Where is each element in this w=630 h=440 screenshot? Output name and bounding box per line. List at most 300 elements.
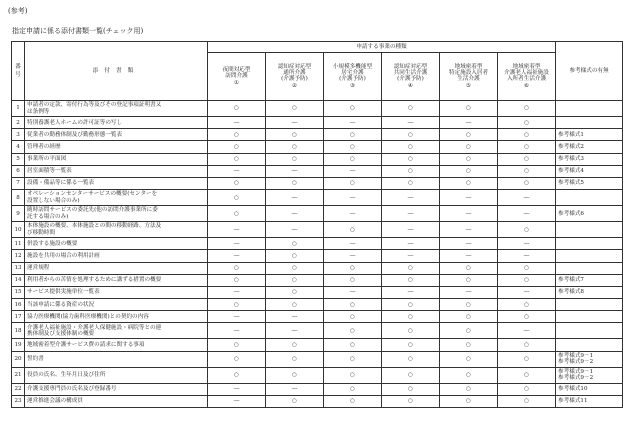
required-mark: ○: [440, 351, 498, 367]
not-applicable-mark: ―: [208, 222, 266, 238]
service-header-line: 小規模多機能型: [332, 63, 373, 70]
service-header-line: 居宅介護: [341, 69, 364, 76]
required-mark: ○: [266, 274, 324, 286]
not-applicable-mark: ―: [324, 190, 382, 206]
row-number: 20: [12, 351, 25, 367]
required-mark: ○: [324, 274, 382, 286]
document-name: [25, 262, 208, 274]
table-row: [12, 190, 623, 206]
not-applicable-mark: ―: [208, 323, 266, 339]
document-name-line: 設置しない場合のみ): [27, 197, 80, 204]
number-header-char: 号: [15, 72, 21, 78]
row-number: 3: [12, 129, 25, 141]
document-name: [25, 383, 208, 395]
document-name-line: 居室面積等一覧表: [27, 168, 72, 175]
service-header-2: [266, 53, 324, 101]
required-mark: ○: [498, 153, 556, 165]
table-body: [12, 101, 623, 408]
not-applicable-mark: ―: [324, 286, 382, 298]
table-row: [12, 238, 623, 250]
service-header-6: [498, 53, 556, 101]
required-mark: ○: [440, 299, 498, 311]
row-number: 19: [12, 339, 25, 351]
required-mark: ○: [382, 129, 440, 141]
service-header-line: 入所者生活介護: [506, 76, 547, 82]
required-mark: ○: [440, 383, 498, 395]
document-name: [25, 351, 208, 367]
not-applicable-mark: ―: [382, 190, 440, 206]
reference-form: 参考様式2: [556, 141, 623, 153]
service-group-header: 申請する事業の種類: [208, 42, 556, 53]
not-applicable-mark: ―: [498, 190, 556, 206]
column-header-number: [12, 42, 25, 101]
reference-form: [556, 222, 623, 238]
service-header-line: (介護予防): [397, 76, 424, 82]
required-mark: ○: [498, 141, 556, 153]
reference-form-line: 参考様式9－1: [558, 368, 594, 375]
document-name-line: 随時訪問サービスの委託先(他の訪問介護事業所に委: [27, 207, 158, 214]
required-mark: ○: [266, 141, 324, 153]
service-header-line: (介護予防): [339, 76, 366, 82]
required-mark: ○: [440, 339, 498, 351]
not-applicable-mark: ―: [266, 165, 324, 177]
not-applicable-mark: ―: [324, 238, 382, 250]
not-applicable-mark: ―: [324, 165, 382, 177]
required-mark: ○: [208, 339, 266, 351]
required-mark: ○: [440, 395, 498, 407]
not-applicable-mark: ―: [208, 238, 266, 250]
reference-form: [556, 311, 623, 323]
required-mark: ○: [498, 165, 556, 177]
document-name-line: 介護支援専門員の氏名及び登録番号: [27, 386, 117, 393]
required-mark: ○: [266, 177, 324, 189]
reference-form-line: 参考様式9－2: [558, 359, 594, 366]
not-applicable-mark: ―: [498, 206, 556, 222]
required-mark: ○: [382, 323, 440, 339]
required-mark: ○: [324, 141, 382, 153]
document-name-line: オペレーションセンターサービスの概要(センターを: [27, 191, 158, 198]
required-mark: ○: [440, 311, 498, 323]
required-mark: ○: [498, 262, 556, 274]
table-row: [12, 351, 623, 367]
required-mark: ○: [498, 311, 556, 323]
document-name-line: 当該申請に係る資産の状況: [27, 301, 95, 308]
document-name-line: 設備・備品等に係る一覧表: [27, 180, 95, 187]
document-name-line: 協力医療機関(協力歯科医療機関)との契約の内容: [27, 313, 149, 320]
required-mark: ○: [324, 339, 382, 351]
not-applicable-mark: ―: [208, 383, 266, 395]
row-number: 12: [12, 250, 25, 262]
required-mark: ○: [324, 101, 382, 117]
not-applicable-mark: ―: [498, 286, 556, 298]
required-mark: ○: [324, 177, 382, 189]
service-number: ④: [407, 83, 413, 90]
required-mark: ○: [324, 351, 382, 367]
reference-form: [556, 101, 623, 117]
row-number: 1: [12, 101, 25, 117]
document-name-line: 地域密着型介護サービス費の請求に関する事項: [27, 341, 145, 348]
document-name: [25, 339, 208, 351]
required-mark: ○: [498, 351, 556, 367]
not-applicable-mark: ―: [382, 250, 440, 262]
table-row: [12, 383, 623, 395]
service-header-line: 地域密着型: [512, 63, 541, 70]
reference-form: 参考様式11: [556, 395, 623, 407]
required-mark: ○: [440, 141, 498, 153]
document-name-line: 申請者の定款、寄付行為等及びその登記事項証明書又: [27, 102, 162, 109]
page-subtitle: 指定申請に係る添付書類一覧(チェック用): [12, 27, 144, 35]
required-mark: ○: [382, 383, 440, 395]
table-row: [12, 153, 623, 165]
table-row: [12, 222, 623, 238]
required-mark: ○: [208, 299, 266, 311]
table-row: [12, 129, 623, 141]
required-mark: ○: [266, 250, 324, 262]
service-header-line: (介護予防): [281, 76, 308, 82]
table-row: [12, 323, 623, 339]
table-row: [12, 117, 623, 129]
reference-form: [556, 250, 623, 262]
required-mark: ○: [382, 339, 440, 351]
required-mark: ○: [440, 153, 498, 165]
document-name-line: 運営規程: [27, 265, 50, 272]
required-mark: ○: [498, 129, 556, 141]
document-name: [25, 367, 208, 383]
row-number: 23: [12, 395, 25, 407]
reference-form-line: 参考様式9－2: [558, 375, 594, 382]
document-name: [25, 274, 208, 286]
required-mark: ○: [498, 395, 556, 407]
required-mark: ○: [440, 323, 498, 339]
row-number: 2: [12, 117, 25, 129]
required-mark: ○: [208, 206, 266, 222]
service-header-line: 特定施設入居者: [448, 69, 489, 76]
not-applicable-mark: ―: [208, 165, 266, 177]
required-mark: ○: [266, 238, 324, 250]
required-mark: ○: [498, 101, 556, 117]
document-name-line: 役員の氏名、生年月日及び住所: [27, 372, 106, 379]
required-mark: ○: [498, 367, 556, 383]
required-mark: ○: [440, 367, 498, 383]
not-applicable-mark: ―: [440, 286, 498, 298]
required-mark: ○: [440, 165, 498, 177]
document-name: [25, 206, 208, 222]
required-mark: ○: [440, 101, 498, 117]
required-mark: ○: [266, 351, 324, 367]
row-number: 6: [12, 165, 25, 177]
required-mark: ○: [382, 299, 440, 311]
not-applicable-mark: ―: [208, 311, 266, 323]
required-mark: ○: [266, 395, 324, 407]
required-mark: ○: [382, 395, 440, 407]
not-applicable-mark: ―: [382, 117, 440, 129]
table-row: [12, 177, 623, 189]
table-row: [12, 367, 623, 383]
reference-form: [556, 262, 623, 274]
document-name-line: 誓約書: [27, 356, 44, 363]
required-mark: ○: [208, 101, 266, 117]
row-number: 9: [12, 206, 25, 222]
required-mark: ○: [382, 165, 440, 177]
column-header-reference: 参考様式の有無: [556, 42, 623, 101]
document-name-line: 従業者の勤務体制及び勤務形態一覧表: [27, 131, 123, 138]
document-name-line: 運営推進会議の構成員: [27, 398, 83, 405]
row-number: 16: [12, 299, 25, 311]
number-header-char: 番: [15, 63, 21, 70]
service-header-1: [208, 53, 266, 101]
required-mark: ○: [382, 153, 440, 165]
row-number: 21: [12, 367, 25, 383]
not-applicable-mark: ―: [208, 286, 266, 298]
required-mark: ○: [440, 129, 498, 141]
not-applicable-mark: ―: [382, 238, 440, 250]
row-number: 22: [12, 383, 25, 395]
reference-form: [556, 339, 623, 351]
reference-form: 参考様式3: [556, 153, 623, 165]
not-applicable-mark: ―: [208, 395, 266, 407]
required-mark: ○: [208, 153, 266, 165]
document-name-line: 特別養護老人ホームの許可証等の写し: [27, 119, 123, 126]
required-mark: ○: [498, 274, 556, 286]
document-name-line: 事業所の平面図: [27, 156, 67, 163]
row-number: 14: [12, 274, 25, 286]
document-name: [25, 177, 208, 189]
required-mark: ○: [382, 101, 440, 117]
required-mark: ○: [266, 153, 324, 165]
required-mark: ○: [208, 177, 266, 189]
table-row: [12, 286, 623, 298]
document-name-line: 併設する施設の概要: [27, 240, 78, 247]
attachment-checklist-table: [11, 41, 623, 408]
service-header-line: 通所介護: [283, 69, 306, 76]
document-name-line: 介護老人福祉施設・介護老人保健施設・病院等との連: [27, 324, 162, 331]
row-number: 10: [12, 222, 25, 238]
table-row: [12, 299, 623, 311]
not-applicable-mark: ―: [498, 323, 556, 339]
service-header-line: 訪問介護: [225, 72, 248, 79]
table-row: [12, 141, 623, 153]
service-number: ⑤: [465, 83, 471, 90]
required-mark: ○: [324, 323, 382, 339]
reference-form: [556, 367, 623, 383]
document-name: [25, 129, 208, 141]
required-mark: ○: [498, 339, 556, 351]
required-mark: ○: [208, 129, 266, 141]
required-mark: ○: [382, 311, 440, 323]
document-name-line: 託する場合のみ): [27, 213, 69, 220]
row-number: 18: [12, 323, 25, 339]
not-applicable-mark: ―: [440, 238, 498, 250]
document-name: [25, 165, 208, 177]
document-name: [25, 299, 208, 311]
not-applicable-mark: ―: [440, 117, 498, 129]
reference-form: [556, 238, 623, 250]
required-mark: ○: [208, 190, 266, 206]
not-applicable-mark: ―: [440, 222, 498, 238]
document-name-line: 携体制及び支援体制の概要: [27, 330, 95, 337]
reference-form: 参考様式7: [556, 274, 623, 286]
not-applicable-mark: ―: [324, 117, 382, 129]
table-row: [12, 101, 623, 117]
required-mark: ○: [324, 153, 382, 165]
required-mark: ○: [498, 117, 556, 129]
document-name: [25, 153, 208, 165]
document-name-line: 管理者の経歴: [27, 143, 61, 150]
required-mark: ○: [266, 262, 324, 274]
required-mark: ○: [266, 101, 324, 117]
document-name: [25, 190, 208, 206]
not-applicable-mark: ―: [440, 206, 498, 222]
service-header-line: 介護老人福祉施設: [504, 69, 549, 76]
column-header-documents: 添付書類: [25, 42, 208, 101]
not-applicable-mark: ―: [440, 250, 498, 262]
required-mark: ○: [266, 286, 324, 298]
required-mark: ○: [382, 351, 440, 367]
reference-form: 参考様式8: [556, 286, 623, 298]
table-row: [12, 311, 623, 323]
required-mark: ○: [266, 129, 324, 141]
required-mark: ○: [208, 367, 266, 383]
required-mark: ○: [440, 262, 498, 274]
document-name: [25, 323, 208, 339]
service-number: ③: [349, 83, 355, 90]
required-mark: ○: [324, 222, 382, 238]
document-name: [25, 286, 208, 298]
required-mark: ○: [382, 141, 440, 153]
required-mark: ○: [324, 299, 382, 311]
reference-form: 参考様式1: [556, 129, 623, 141]
not-applicable-mark: ―: [266, 323, 324, 339]
document-name: [25, 101, 208, 117]
not-applicable-mark: ―: [208, 250, 266, 262]
service-number: ②: [291, 83, 297, 90]
service-number: ①: [233, 80, 239, 87]
row-number: 4: [12, 141, 25, 153]
required-mark: ○: [208, 351, 266, 367]
required-mark: ○: [382, 274, 440, 286]
document-name-line: は条例等: [27, 108, 50, 115]
required-mark: ○: [266, 367, 324, 383]
reference-form: 参考様式4: [556, 165, 623, 177]
not-applicable-mark: ―: [266, 222, 324, 238]
service-header-3: [324, 53, 382, 101]
reference-form: 参考様式6: [556, 206, 623, 222]
document-name: [25, 141, 208, 153]
not-applicable-mark: ―: [382, 206, 440, 222]
row-number: 5: [12, 153, 25, 165]
row-number: 8: [12, 190, 25, 206]
reference-form: [556, 117, 623, 129]
required-mark: ○: [208, 262, 266, 274]
document-name: [25, 311, 208, 323]
service-header-4: [382, 53, 440, 101]
required-mark: ○: [498, 222, 556, 238]
required-mark: ○: [382, 367, 440, 383]
service-header-line: 認知症対応型: [277, 63, 312, 70]
table-row: [12, 395, 623, 407]
service-header-line: 認知症対応型: [393, 63, 428, 70]
table-row: [12, 262, 623, 274]
reference-form: [556, 299, 623, 311]
document-name: [25, 222, 208, 238]
reference-form: [556, 190, 623, 206]
not-applicable-mark: ―: [324, 206, 382, 222]
not-applicable-mark: ―: [266, 117, 324, 129]
required-mark: ○: [382, 262, 440, 274]
required-mark: ○: [382, 177, 440, 189]
reference-note: (参考): [8, 7, 28, 15]
service-number: ⑥: [524, 83, 530, 90]
not-applicable-mark: ―: [266, 383, 324, 395]
not-applicable-mark: ―: [266, 206, 324, 222]
required-mark: ○: [208, 141, 266, 153]
table-row: [12, 206, 623, 222]
not-applicable-mark: ―: [208, 117, 266, 129]
row-number: 13: [12, 262, 25, 274]
required-mark: ○: [324, 262, 382, 274]
table-row: [12, 274, 623, 286]
number-header-text: [14, 63, 22, 80]
not-applicable-mark: ―: [266, 311, 324, 323]
required-mark: ○: [324, 129, 382, 141]
reference-form: [556, 351, 623, 367]
document-name-line: 施設を共用の場合の利用計画: [27, 252, 100, 259]
reference-form-line: 参考様式9－1: [558, 352, 594, 359]
not-applicable-mark: ―: [382, 222, 440, 238]
table-row: [12, 250, 623, 262]
required-mark: ○: [498, 383, 556, 395]
document-name: [25, 117, 208, 129]
row-number: 15: [12, 286, 25, 298]
required-mark: ○: [498, 299, 556, 311]
not-applicable-mark: ―: [324, 250, 382, 262]
document-name: [25, 395, 208, 407]
reference-form: [556, 323, 623, 339]
not-applicable-mark: ―: [382, 286, 440, 298]
reference-form: 参考様式10: [556, 383, 623, 395]
service-header-5: [440, 53, 498, 101]
required-mark: ○: [266, 339, 324, 351]
table-row: [12, 339, 623, 351]
required-mark: ○: [208, 274, 266, 286]
required-mark: ○: [266, 299, 324, 311]
required-mark: ○: [440, 177, 498, 189]
document-name-line: 本体施設の概要、本体施設との間の移動経路、方法及: [27, 223, 162, 230]
document-name: [25, 238, 208, 250]
service-header-line: 夜間対応型: [222, 66, 251, 73]
document-name-line: び移動時間: [27, 229, 55, 236]
service-header-line: 地域密着型: [454, 63, 483, 70]
required-mark: ○: [324, 395, 382, 407]
row-number: 11: [12, 238, 25, 250]
required-mark: ○: [324, 367, 382, 383]
document-name-line: サービス提供実施単位一覧表: [27, 289, 100, 296]
required-mark: ○: [324, 383, 382, 395]
row-number: 17: [12, 311, 25, 323]
document-name-line: 利用者からの苦情を処理するために講ずる措置の概要: [27, 277, 162, 284]
not-applicable-mark: ―: [440, 190, 498, 206]
service-header-line: 共同生活介護: [393, 69, 428, 76]
service-header-line: 生活介護: [457, 76, 480, 82]
document-name: [25, 250, 208, 262]
not-applicable-mark: ―: [498, 250, 556, 262]
not-applicable-mark: ―: [266, 190, 324, 206]
reference-form: 参考様式5: [556, 177, 623, 189]
not-applicable-mark: ―: [498, 238, 556, 250]
required-mark: ○: [324, 311, 382, 323]
row-number: 7: [12, 177, 25, 189]
required-mark: ○: [440, 274, 498, 286]
